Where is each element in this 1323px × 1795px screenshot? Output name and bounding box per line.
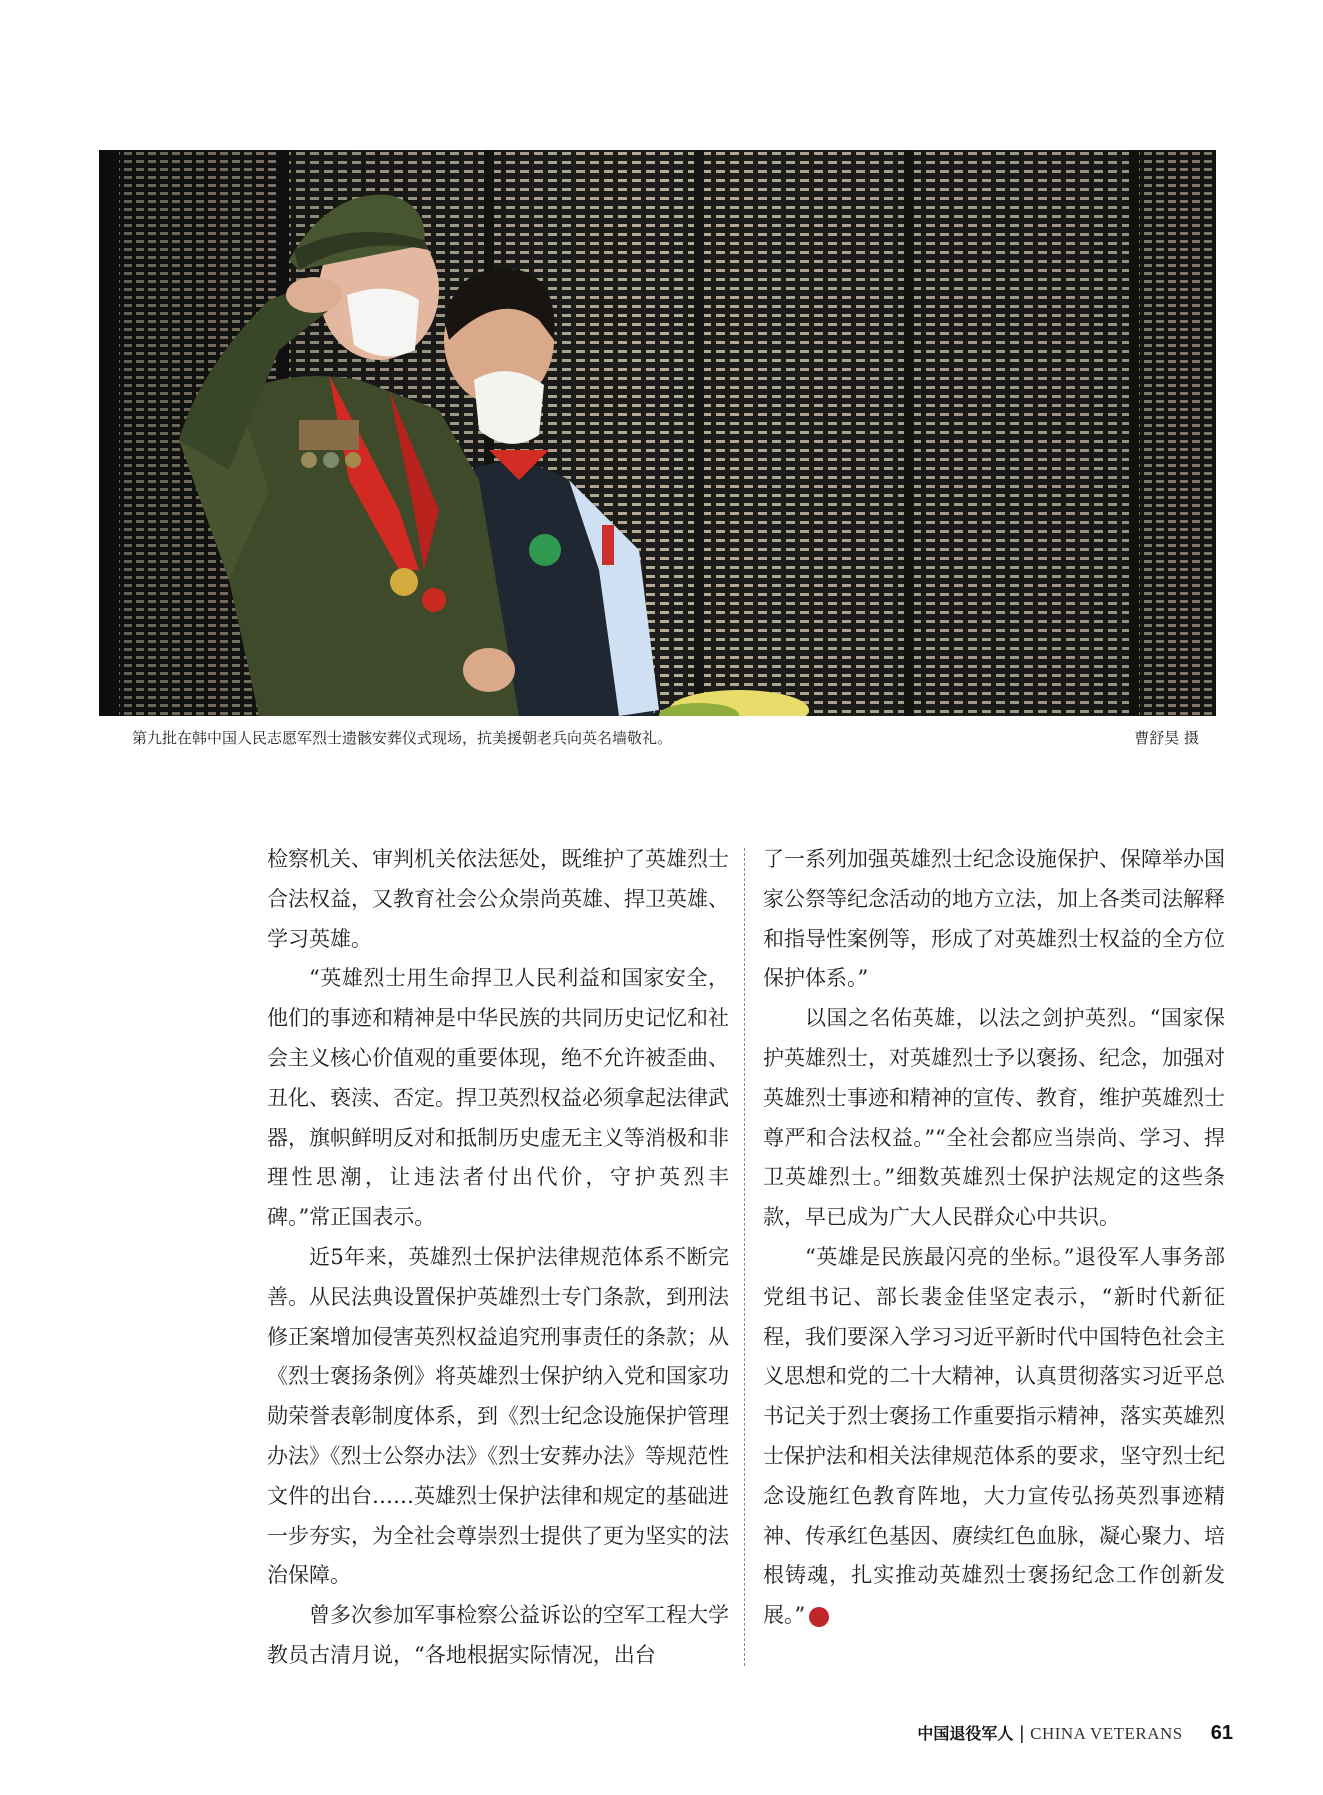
paragraph-text: “英雄是民族最闪亮的坐标。”退役军人事务部党组书记、部长裴金佳坚定表示，“新时代新征程，我们要深入学习习近平新时代中国特色社会主义思想和党的二十大精神，认真贯彻落实习近平总书记关于烈士褒扬工作重要指示精神，落实英雄烈士保护法和相关法律规范体系的要求，坚守烈士纪念设施红色教育阵地，大力宣传弘扬英烈事迹精神、传承红色基因、赓续红色血脉，凝心聚力、培根铸魂，扎实推动英雄烈士褒扬纪念工作创新发展。” [763,1244,1225,1628]
article-photo [99,150,1216,716]
page-number: 61 [1210,1722,1233,1744]
end-mark-icon: V [809,1607,829,1627]
photo-veteran-salute-icon [99,150,1216,716]
article-column-right [763,840,1225,1636]
photo-caption: 第九批在韩中国人民志愿军烈士遗骸安葬仪式现场，抗美援朝老兵向英名墙敬礼。 [132,729,673,747]
magazine-name-en: CHINA VETERANS [1030,1724,1183,1743]
magazine-name-cn: 中国退役军人 [917,1724,1014,1743]
paragraph: 曾多次参加军事检察公益诉讼的空军工程大学教员古清月说，“各地根据实际情况，出台 [267,1603,729,1667]
paragraph: 检察机关、审判机关依法惩处，既维护了英雄烈士合法权益，又教育社会公众崇尚英雄、捍卫英雄、学习英雄。 [267,847,729,951]
photo-credit: 曹舒昊 摄 [1134,729,1199,747]
paragraph: “英雄烈士用生命捍卫人民利益和国家安全，他们的事迹和精神是中华民族的共同历史记忆和社会主义核心价值观的重要体现，绝不允许被歪曲、丑化、亵渎、否定。捍卫英烈权益必须拿起法律武器，旗帜鲜明反对和抵制历史虚无主义等消极和非理性思潮，让违法者付出代价，守护英烈丰碑。”常正国表示。 [267,966,729,1230]
paragraph: 以国之名佑英雄，以法之剑护英烈。“国家保护英雄烈士，对英雄烈士予以褒扬、纪念，加强对英雄烈士事迹和精神的宣传、教育，维护英雄烈士尊严和合法权益。”“全社会都应当崇尚、学习、捍卫英雄烈士。”细数英雄烈士保护法规定的这些条款，早已成为广大人民群众心中共识。 [763,1006,1225,1230]
paragraph: 近5年来，英雄烈士保护法律规范体系不断完善。从民法典设置保护英雄烈士专门条款，到刑法修正案增加侵害英烈权益追究刑事责任的条款；从《烈士褒扬条例》将英雄烈士保护纳入党和国家功勋荣誉表彰制度体系，到《烈士纪念设施保护管理办法》《烈士公祭办法》《烈士安葬办法》等规范性文件的出台……英雄烈士保护法律和规定的基础进一步夯实，为全社会尊崇烈士提供了更为坚实的法治保障。 [267,1244,729,1588]
column-divider [744,848,745,1666]
paragraph: 了一系列加强英雄烈士纪念设施保护、保障举办国家公祭等纪念活动的地方立法，加上各类司法解释和指导性案例等，形成了对英雄烈士权益的全方位保护体系。” [763,847,1225,991]
footer-separator: | [1019,1723,1025,1743]
page-footer [917,1721,1233,1745]
article-column-left [267,840,729,1676]
paragraph [763,1238,1225,1636]
